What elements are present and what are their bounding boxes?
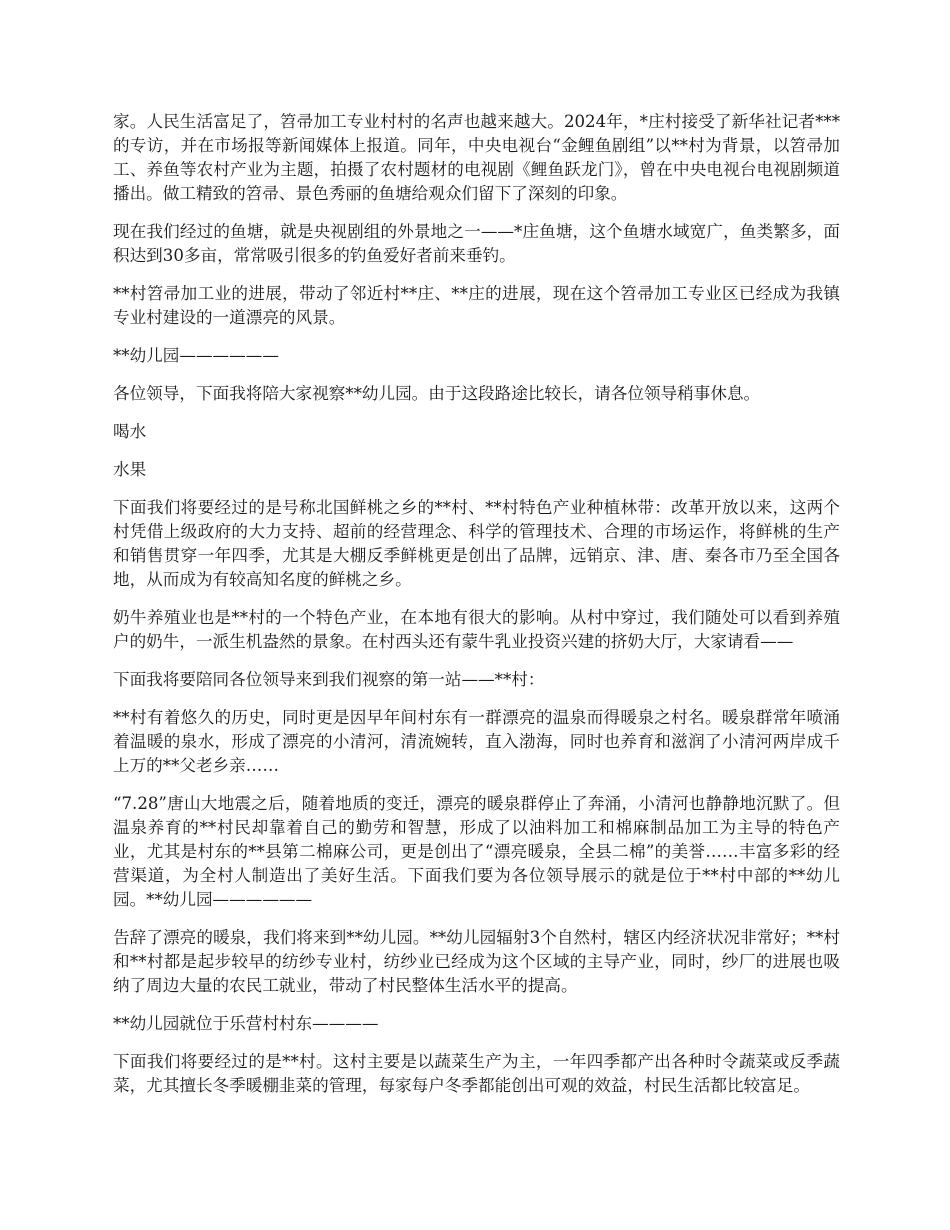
paragraph-12: “7.28”唐山大地震之后，随着地质的变迁，漂亮的暖泉群停止了奔涌，小清河也静静地沉默了。但温泉养育的**村民却靠着自己的勤劳和智慧，形成了以油料加工和棉麻制品加工为主导的特色产业，尤其是村东的**县第二棉麻公司，更是创出了“漂亮暖泉，全县二棉”的美誉……丰富多彩的经营渠道，为全村人制造出了美好生活。下面我们要为各位领导展示的就是位于**村中部的**幼儿园。**幼儿园—————— — [113, 794, 840, 909]
note-fruit: 水果 — [113, 460, 147, 479]
paragraph-8: 下面我们将要经过的是号称北国鲜桃之乡的**村、**村特色产业种植林带：改革开放以来，这两个村凭借上级政府的大力支持、超前的经营理念、科学的管理技术、合理的市场运作，将鲜桃的生产和销售贯穿一年四季，尤其是大棚反季鲜桃更是创出了品牌，远销京、津、唐、秦各市乃至全国各地，从而成为有较高知名度的鲜桃之乡。 — [113, 498, 840, 589]
document-body — [113, 110, 840, 1112]
paragraph-3: **村笤帚加工业的进展，带动了邻近村**庄、**庄的进展，现在这个笤帚加工专业区已经成为我镇专业村建设的一道漂亮的风景。 — [113, 284, 840, 327]
paragraph-5: 各位领导，下面我将陪大家视察**幼儿园。由于这段路途比较长，请各位领导稍事休息。 — [113, 384, 761, 403]
paragraph-13: 告辞了漂亮的暖泉，我们将来到**幼儿园。**幼儿园辐射3个自然村，辖区内经济状况非常好；**村和**村都是起步较早的纺纱专业村，纺纱业已经成为这个区域的主导产业，同时，纱厂的进展也吸纳了周边大量的农民工就业，带动了村民整体生活水平的提高。 — [113, 928, 840, 995]
paragraph-11: **村有着悠久的历史，同时更是因早年间村东有一群漂亮的温泉而得暖泉之村名。暖泉群常年喷涌着温暖的泉水，形成了漂亮的小清河，清流婉转，直入渤海，同时也养育和滋润了小清河两岸成千上万的**父老乡亲…… — [113, 708, 840, 775]
paragraph-10: 下面我将要陪同各位领导来到我们视察的第一站——**村： — [113, 670, 545, 689]
paragraph-15: 下面我们将要经过的是**村。这村主要是以蔬菜生产为主，一年四季都产出各种时令蔬菜或反季蔬菜，尤其擅长冬季暖棚韭菜的管理，每家每户冬季都能创出可观的效益，村民生活都比较富足。 — [113, 1052, 840, 1095]
section-heading-kindergarten: **幼儿园—————— — [113, 346, 279, 365]
paragraph-14: **幼儿园就位于乐营村村东———— — [113, 1014, 379, 1033]
note-drink-water: 喝水 — [113, 422, 147, 441]
paragraph-9: 奶牛养殖业也是**村的一个特色产业，在本地有很大的影响。从村中穿过，我们随处可以看到养殖户的奶牛，一派生机盎然的景象。在村西头还有蒙牛乳业投资兴建的挤奶大厅，大家请看—— — [113, 608, 840, 651]
paragraph-2: 现在我们经过的鱼塘，就是央视剧组的外景地之一——*庄鱼塘，这个鱼塘水域宽广，鱼类繁多，面积达到30多亩，常常吸引很多的钓鱼爱好者前来垂钓。 — [113, 222, 840, 265]
paragraph-1: 家。人民生活富足了，笤帚加工专业村村的名声也越来越大。2024年，*庄村接受了新华社记者***的专访，并在市场报等新闻媒体上报道。同年，中央电视台“金鲤鱼剧组”以**村为背景，以笤帚加工、养鱼等农村产业为主题，拍摄了农村题材的电视剧《鲤鱼跃龙门》，曾在中央电视台电视剧频道播出。做工精致的笤帚、景色秀丽的鱼塘给观众们留下了深刻的印象。 — [113, 112, 840, 203]
